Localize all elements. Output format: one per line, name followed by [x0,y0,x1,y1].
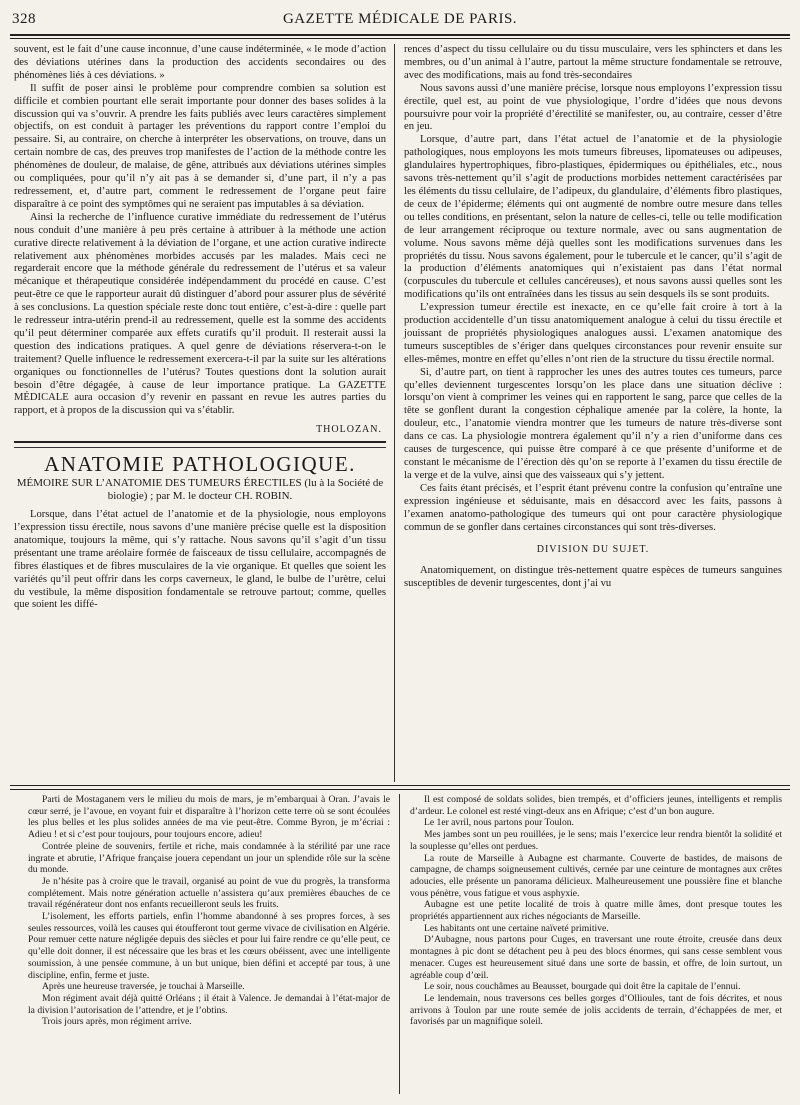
memoir-title: MÉMOIRE SUR L’ANATOMIE DES TUMEURS ÉRECTILES (lu à la Société de biologie) ; par M. le docteur CH. ROBIN. [16,477,384,503]
paragraph: Aubagne est une petite localité de trois à quatre mille âmes, dont presque toutes les propriétés appartiennent aux riches négociants de Marseille. [410,899,782,923]
paragraph: Contrée pleine de souvenirs, fertile et riche, mais condamnée à la stérilité par une race ingrate et abrutie, l’Afrique française jouera cependant un jour un splendide rôle sur la scène du monde. [28,840,390,876]
paragraph: Mon régiment avait déjà quitté Orléans ; il était à Valence. Je demandai à l’état-major de la division l’autorisation de l’attendre, et je l’obtins. [28,992,390,1016]
left-column [14,44,386,612]
paragraph: D’Aubagne, nous partons pour Cuges, en traversant une route étroite, creusée dans deux montagnes à pic dont se détachent peu à peu des blocs énormes, qui sans cesse semblent vous menacer. Cuges est heureusement situé dans une sorte de bassin, et offre, de loin surtout, un agréable coup d’œil. [410,934,782,981]
paragraph: Mes jambes sont un peu rouillées, je le sens; mais l’exercice leur rendra bientôt la solidité et la souplesse qu’elles ont perdues. [410,829,782,852]
paragraph: Ces faits étant précisés, et l’esprit étant prévenu contre la confusion qu’entraîne une expression ingénieuse et séduisante, mais en désaccord avec les faits, passons à l’examen anatomo-pathologique des tumeurs qui ont pour caractère physiologique commun de se gonfler dans certaines circonstances qui sont très-diverses. [404,482,782,533]
paragraph: Il suffit de poser ainsi le problème pour comprendre combien sa solution est difficile et combien pourtant elle serait importante pour donner des bases solides à la discussion qui va s’ouvrir. A prendre les faits publiés avec leurs caractères simplement objectifs, on est conduit à partager les préventions du rapport contre l’emploi du pessaire. Si, au contraire, on cherche à interpréter les observations, on trouve, dans un certain nombre de cas, des preuves trop manifestes de l’action de la méthode contre les phénomènes de douleur, de malaise, de gêne, attribués aux déviations utérines simples ou compliquées, pour qu’il n’y ait pas à se demander si, d’une part, il n’y a pas redressement, et, d’autre part, comment le redressement de l’organe peut faire disparaître à ce point des symptômes qui ne seraient pas imputables à sa déviation. [14,82,386,210]
feuilleton-divider [399,794,400,1094]
feuilleton-left-column [28,794,390,1028]
page-header [12,6,788,32]
paragraph: rences d’aspect du tissu cellulaire ou du tissu musculaire, vers les sphincters et dans les membres, ou d’un animal à l’autre, partout la même structure fondamentale se retrouve, avec des modifications, mais au fond très-secondaires [404,44,782,81]
page-number: 328 [12,10,36,27]
paragraph: Nous savons aussi d’une manière précise, lorsque nous employons l’expression tissu érectile, quel est, au point de vue physiologique, l’ordre d’idées que nous devons poursuivre pour voir la propriété d’érectilité se manifester, ou, au contraire, cesser d’être en jeu. [404,82,782,133]
paragraph: L’expression tumeur érectile est inexacte, en ce qu’elle fait croire à tort à la production accidentelle d’un tissu anatomiquement analogue à celui du tissu érectile et jouissant de propriétés physiologiques analogues aussi. L’examen anatomique des tumeurs susceptibles de s’ériger dans quelques circonstances pour revenir ensuite sur elles-mêmes, montre en effet qu’elles n’ont rien de la structure du tissu érectile normal. [404,302,782,365]
paragraph: L’isolement, les efforts partiels, enfin l’homme abandonné à ses propres forces, à ses seules ressources, voilà les causes qui étoufferont tout germe vivace de civilisation en Algérie. Pour remuer cette nature négligée depuis des siècles et pour lui faire rendre ce qu’elle peut, ce qu’elle doit donner, il est nécessaire que les bras et les cœurs obéissent, avec une intelligente soumission, à une pensée commune, à un but unique, bien défini et accepté par tous, à une discipline, enfin, ferme et juste. [28,911,390,981]
paragraph: Parti de Mostaganem vers le milieu du mois de mars, je m’embarquai à Oran. J’avais le cœur serré, je l’avoue, en voyant fuir et disparaître à l’horizon cette terre où se sont écoulées les plus belles et les plus solides années de ma vie peut-être. Comme Byron, je m’écriai : Adieu ! et si c’est pour toujours, pour toujours encore, adieu! [28,794,390,841]
paragraph: Le lendemain, nous traversons ces belles gorges d’Ollioules, tant de fois décrites, et nous arrivons à Toulon par une route semée de jolis accidents de terrain, d’échappées de mer, et favorisés par un magnifique soleil. [410,992,782,1028]
header-rule [10,34,790,36]
author-signature: THOLOZAN. [316,424,382,436]
paragraph: Les habitants ont une certaine naïveté primitive. [424,922,609,934]
section-rule-thin [14,447,386,448]
paragraph: Lorsque, dans l’état actuel de l’anatomie et de la physiologie, nous employons l’expression tissu érectile, nous savons d’une manière précise quelle est la disposition anatomique, toujours la même, qui s’y rattache. Nous savons qu’il s’agit d’un tissu présentant une trame aréolaire formée de faisceaux de tissu cellulaire, accompagnés de fibres élastiques et de fibres musculaires de la vie organique. Et quelles que soient les variétés qu’il peut offrir dans les corps caverneux, le gland, le bulbe de l’urètre, celui du vestibule, la même disposition fondamentale se retrouve partout; comme, quelles que soient les diffé- [14,509,386,611]
paragraph: souvent, est le fait d’une cause inconnue, d’une cause indéterminée, « le mode d’action des déviations utérines dans la production des accidents secondaires ou des phénomènes liés à ces déviations. » [14,44,386,81]
paragraph: Ainsi la recherche de l’influence curative immédiate du redressement de l’utérus nous conduit d’une manière à peu près certaine à attribuer à la méthode une action curative directe relativement à la déviation de l’organe, et une action curative indirecte relativement aux phénomènes morbides accusés par les malades. Mais ceci ne regarderait encore que la méthode générale du redressement de l’utérus et sa valeur mécanique et thérapeutique considérée indépendamment du procédé en cause. C’est peut-être ce que le rapporteur aurait dû distinguer d’abord pour assurer plus de sévérité à ses conclusions. La question spéciale reste donc tout entière, c’est-à-dire : quelle part le redresseur intra-utérin prend-il au redressement, quelle est la somme des accidents qu’il peut déterminer comparée aux effets curatifs qu’il produit. Il resterait aussi la question des indications pratiques. A quel genre de déviations réservera-t-on le traitement? Quelle influence le redressement exercera-t-il par la suite sur les altérations organiques ou fonctionnelles de l’utérus? Toutes questions dont la solution aurait besoin d’être dégagée, à cause de leur importance pratique. La GAZETTE MÉDICALE aura occasion d’y revenir en passant en revue les autres parties du rapport, et à propos de la discussion qui va s’établir. [14,211,386,417]
right-column [404,44,782,591]
paragraph: Il est composé de soldats solides, bien trempés, et d’officiers jeunes, intelligents et remplis d’ardeur. Le colonel est resté vingt-deux ans en Afrique; c’est d’un bon augure. [410,794,782,817]
paragraph: Le soir, nous couchâmes au Beausset, bourgade qui doit être la capitale de l’ennui. [424,981,741,993]
paragraph: Trois jours après, mon régiment arrive. [42,1016,192,1028]
paragraph: Lorsque, d’autre part, dans l’état actuel de l’anatomie et de la physiologie pathologiques, nous employons les mots tumeurs fibreuses, lipomateuses ou adipeuses, glandulaires hypertrophiques, fibro-plastiques, épidermiques ou épithéliales, etc., nous savons très-nettement qu’il s’agit de productions morbides nettement caractérisées par les éléments du tissu cellulaire, de l’adipeux, du glandulaire, d’éléments fibro plastiques, de ceux de l’épiderme; éléments qui ont augmenté de nombre outre mesure dans telles ou telles conditions, en présentant, selon la nature de celles-ci, telle ou telle modification de leur arrangement réciproque ou texture normale, avec ou sans augmentation de volume. Nous savons même déjà quelles sont les modifications survenues dans les propriétés du tissu. Nous savons également, pour le tubercule et le cancer, qu’il s’agit de la production d’éléments anatomiques qui n’existaient pas dans l’état normal (corpuscules du tubercule et cellules cancéreuses), et nous savons aussi quelles sont les modifications qu’ils ont entraînées dans les tissus au sein desquels ils se sont produits. [404,134,782,301]
paragraph: Anatomiquement, on distingue très-nettement quatre espèces de tumeurs sanguines susceptibles de devenir turgescentes, dont j’ai vu [404,565,782,590]
paragraph: Je n’hésite pas à croire que le travail, organisé au point de vue du progrès, la transforma complétement. Mais notre génération actuelle n’assistera qu’aux premières ébauches de ce travail régénérateur dont nos enfants recueilleront seuls les fruits. [28,875,390,911]
paragraph: Le 1er avril, nous partons pour Toulon. [424,817,574,829]
section-title: ANATOMIE PATHOLOGIQUE. [44,452,356,477]
feuilleton-rule [10,785,790,786]
paragraph: Après une heureuse traversée, je touchai à Marseille. [42,981,245,993]
section-rule [14,441,386,443]
paragraph: Si, d’autre part, on tient à rapprocher les unes des autres toutes ces tumeurs, parce qu’elles deviennent turgescentes lorsqu’on les place dans une situation déclive : lorsqu’on vient à comprimer les veines qui en rapportent le sang, parce que celles de la tête se gonflent durant la congestion céphalique amenée par la colère, la honte, la douleur, etc., l’anatomie viendra montrer que les tumeurs de nature très-diverse sont dans ce cas. La physiologie montrera également qu’il n’y a rien d’uniforme dans ces causes de turgescence, qui puisse être comparé à ce que présente d’uniforme et de constant le mécanisme de l’érection dès qu’on se reporte à l’examen du tissu érectile de la verge et de la vulve, ainsi que des vaisseaux qui s’y jettent. [404,366,782,481]
feuilleton-right-column [410,794,782,1028]
paragraph: La route de Marseille à Aubagne est charmante. Couverte de bastides, de maisons de campagne, de champs soigneusement cultivés, cernée par une ceinture de montagnes aux crêtes adoucies, elle présente un panorama délicieux. Malheureusement une poussière fine et blanche vous pénètre, vous fatigue et vous asphyxie. [410,852,782,899]
column-divider [394,44,395,782]
subsection-heading: DIVISION DU SUJET. [536,544,650,556]
feuilleton-rule-thin [10,789,790,790]
newspaper-title: GAZETTE MÉDICALE DE PARIS. [282,10,518,27]
header-rule-thin [10,38,790,39]
